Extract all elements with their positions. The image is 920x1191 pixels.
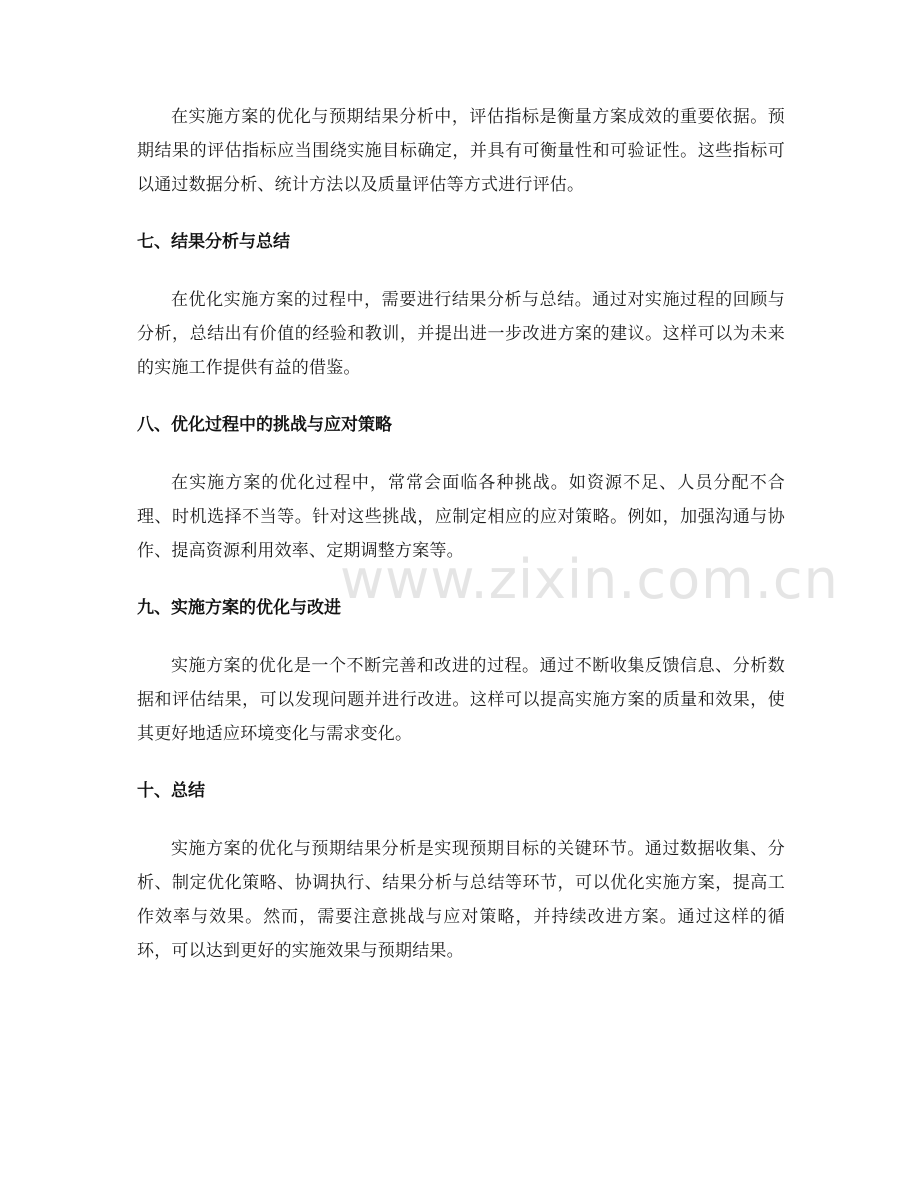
section-body-9: 实施方案的优化是一个不断完善和改进的过程。通过不断收集反馈信息、分析数据和评估结果，可以发现问题并进行改进。这样可以提高实施方案的质量和效果，使其更好地适应环境变化与需求变化。 (137, 656, 785, 744)
watermark: www.zixin.com.cn (340, 548, 839, 611)
document-body (137, 100, 785, 968)
section-heading-10: 十、总结 (137, 781, 205, 801)
section-heading-7: 七、结果分析与总结 (137, 232, 290, 252)
section-heading-8: 八、优化过程中的挑战与应对策略 (137, 415, 392, 435)
intro-paragraph: 在实施方案的优化与预期结果分析中，评估指标是衡量方案成效的重要依据。预期结果的评估指标应当围绕实施目标确定，并具有可衡量性和可验证性。这些指标可以通过数据分析、统计方法以及质量评估等方式进行评估。 (137, 107, 785, 195)
section-body-8: 在实施方案的优化过程中，常常会面临各种挑战。如资源不足、人员分配不合理、时机选择不当等。针对这些挑战，应制定相应的应对策略。例如，加强沟通与协作、提高资源利用效率、定期调整方案等。 (137, 473, 785, 561)
section-body-7: 在优化实施方案的过程中，需要进行结果分析与总结。通过对实施过程的回顾与分析，总结出有价值的经验和教训，并提出进一步改进方案的建议。这样可以为未来的实施工作提供有益的借鉴。 (137, 290, 785, 378)
section-body-10: 实施方案的优化与预期结果分析是实现预期目标的关键环节。通过数据收集、分析、制定优化策略、协调执行、结果分析与总结等环节，可以优化实施方案，提高工作效率与效果。然而，需要注意挑战与应对策略，并持续改进方案。通过这样的循环，可以达到更好的实施效果与预期结果。 (137, 839, 785, 961)
section-heading-9: 九、实施方案的优化与改进 (137, 598, 341, 618)
